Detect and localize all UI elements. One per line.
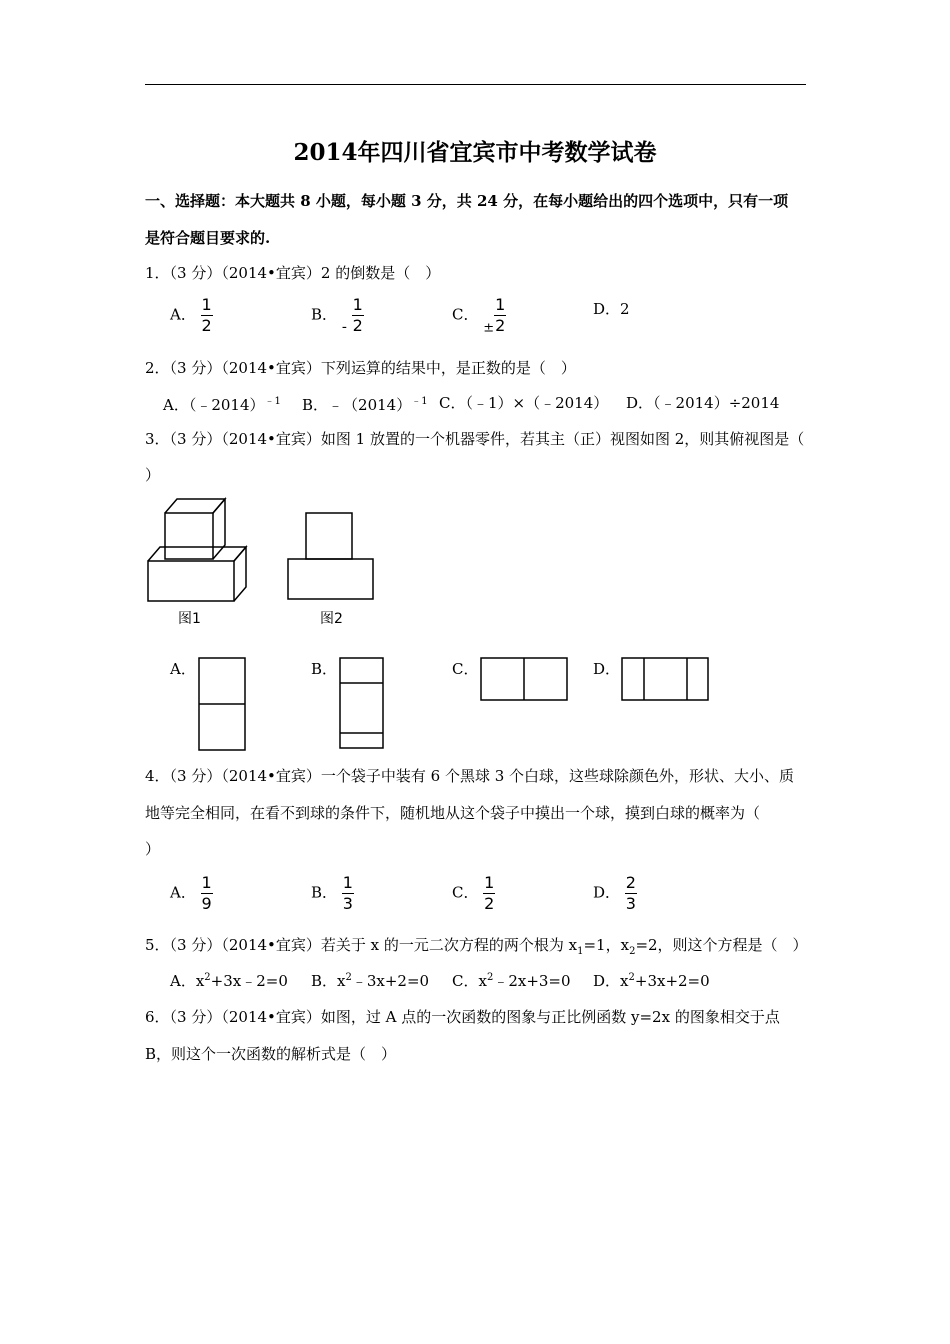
stem-part: 5．（3 分）（2014•宜宾）若关于 x 的一元二次方程的两个根为 x — [145, 936, 578, 954]
q4-stem-line1: 4．（3 分）（2014•宜宾）一个袋子中装有 6 个黑球 3 个白球，这些球除颜色外，形状、大小、质 — [145, 767, 795, 785]
q2-option-b — [302, 392, 428, 415]
header-rule — [145, 84, 806, 85]
option-label: A． — [170, 883, 196, 902]
option-text: D．x — [593, 972, 629, 990]
section-heading-line1: 一、选择题：本大题共 8 小题，每小题 3 分，共 24 分，在每小题给出的四个选项中，只有一项 — [145, 192, 789, 210]
fig1-label: 图1 — [178, 611, 201, 627]
q6-stem-line1: 6．（3 分）（2014•宜宾）如图，过 A 点的一次函数的图象与正比例函数 y=2x 的图象相交于点 — [145, 1008, 780, 1026]
q3-option-a-figure — [198, 657, 248, 753]
denominator: 3 — [625, 894, 636, 913]
numerator: 1 — [352, 295, 363, 314]
sign: ± — [483, 320, 495, 336]
exponent: ﹣1 — [411, 396, 428, 407]
option-label: A． — [170, 305, 196, 324]
page-title: 2014年四川省宜宾市中考数学试卷 — [293, 139, 657, 166]
q4-option-a — [170, 874, 213, 913]
q1-option-a — [170, 296, 213, 335]
exponent: 2 — [345, 972, 352, 983]
option-label: B． — [311, 883, 338, 902]
option-text: C．x — [452, 972, 487, 990]
denominator: 3 — [342, 894, 353, 913]
q3-option-c-label: C． — [452, 660, 479, 678]
subscript: 1 — [577, 946, 584, 957]
denominator: 2 — [201, 316, 212, 335]
q2-stem: 2．（3 分）（2014•宜宾）下列运算的结果中，是正数的是（ ） — [145, 359, 576, 377]
fraction — [201, 874, 213, 913]
fraction — [352, 296, 364, 335]
subscript: 2 — [629, 946, 636, 957]
q4-stem-line3: ） — [145, 840, 161, 858]
option-text: A．x — [170, 972, 205, 990]
denominator: 2 — [484, 894, 495, 913]
option-text: B．x — [311, 972, 346, 990]
option-text: +3x﹣2=0 — [210, 972, 288, 990]
q5-option-a — [170, 970, 288, 991]
q3-option-b-label: B． — [311, 660, 338, 678]
exponent: 2 — [204, 972, 211, 983]
fraction — [494, 296, 506, 335]
option-text: B．﹣（2014） — [302, 396, 412, 414]
q4-option-c — [452, 874, 495, 913]
stem-part: =1，x — [583, 936, 630, 954]
q1-option-c — [452, 296, 506, 336]
q4-option-d — [593, 874, 637, 913]
denominator: 9 — [201, 894, 212, 913]
q3-figures — [140, 495, 380, 635]
fig2-label: 图2 — [320, 611, 343, 627]
fraction — [483, 874, 495, 913]
q3-option-c-figure — [480, 657, 570, 703]
exponent: 2 — [628, 972, 635, 983]
q4-stem-line2: 地等完全相同，在看不到球的条件下，随机地从这个袋子中摸出一个球，摸到白球的概率为（ — [145, 804, 761, 822]
q2-option-d: D．（﹣2014）÷2014 — [626, 394, 780, 412]
section-heading-line2: 是符合题目要求的. — [145, 229, 271, 247]
q3-stem-line1: 3．（3 分）（2014•宜宾）如图 1 放置的一个机器零件，若其主（正）视图如图 2，则其俯视图是（ — [145, 430, 805, 448]
option-text: ﹣2x+3=0 — [493, 972, 571, 990]
fraction — [342, 874, 354, 913]
q6-stem-line2: B，则这个一次函数的解析式是（ ） — [145, 1045, 397, 1063]
q5-option-d — [593, 970, 710, 991]
q1-stem: 1．（3 分）（2014•宜宾）2 的倒数是（ ） — [145, 264, 441, 282]
denominator: 2 — [495, 316, 506, 335]
fig2-front-view — [288, 513, 373, 599]
stem-part: =2，则这个方程是（ ） — [635, 936, 808, 954]
numerator: 1 — [201, 873, 212, 892]
q5-option-c — [452, 970, 571, 991]
numerator: 2 — [625, 873, 636, 892]
q2-option-a — [163, 392, 281, 415]
q1-option-b — [311, 296, 364, 336]
exponent: ﹣1 — [264, 396, 281, 407]
numerator: 1 — [201, 295, 212, 314]
q3-option-a-label: A． — [170, 660, 196, 678]
sign: - — [341, 317, 347, 336]
option-value: 2 — [620, 300, 630, 318]
q2-option-c: C．（﹣1）×（﹣2014） — [439, 394, 609, 412]
numerator: 1 — [495, 295, 506, 314]
fraction — [201, 296, 213, 335]
option-text: ﹣3x+2=0 — [351, 972, 430, 990]
fig1-isometric-part — [148, 499, 246, 601]
q4-option-b — [311, 874, 354, 913]
q5-stem — [145, 934, 808, 957]
fraction — [625, 874, 637, 913]
option-text: +3x+2=0 — [634, 972, 710, 990]
option-label: C． — [452, 305, 479, 324]
q5-option-b — [311, 970, 429, 991]
q3-option-d-label: D． — [593, 660, 621, 678]
option-label: D． — [593, 883, 621, 902]
numerator: 1 — [484, 873, 495, 892]
option-label: B． — [311, 305, 338, 324]
option-label: C． — [452, 883, 479, 902]
option-label: D． — [593, 300, 621, 318]
exponent: 2 — [486, 972, 494, 983]
q3-option-b-figure — [339, 657, 387, 753]
numerator: 1 — [342, 873, 353, 892]
q3-stem-line2: ） — [145, 466, 161, 484]
option-text: A．（﹣2014） — [163, 396, 265, 414]
denominator: 2 — [352, 316, 363, 335]
q1-option-d — [593, 298, 630, 319]
q3-option-d-figure — [621, 657, 713, 703]
